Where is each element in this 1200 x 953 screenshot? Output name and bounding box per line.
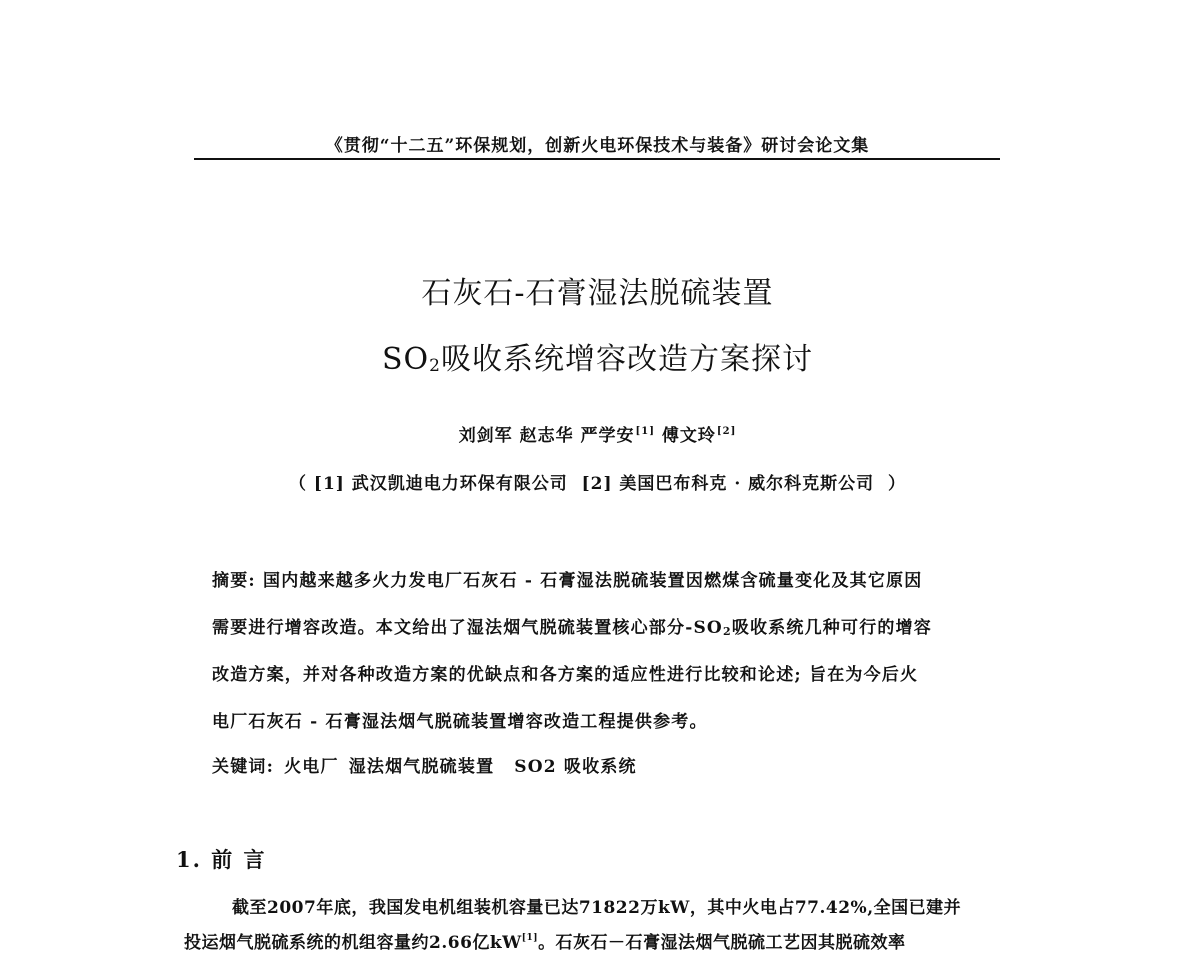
keyword-item: SO2 吸收系统 — [514, 757, 637, 777]
abstract-line-2 — [212, 613, 1002, 638]
paper-title-line-2 — [195, 334, 1000, 378]
abstract-line-1: 摘要: 国内越来越多火力发电厂石灰石 - 石膏湿法脱硫装置因燃煤含硫量变化及其它原因 — [212, 571, 923, 591]
affiliation-mark-1: [1] — [635, 426, 655, 437]
abstract-subscript: 2 — [722, 625, 732, 638]
title-so-prefix: SO — [382, 342, 430, 377]
abstract-line-3: 改造方案，并对各种改造方案的优缺点和各方案的适应性进行比较和论述; 旨在为今后火 — [212, 665, 919, 685]
body-line-2-a: 投运烟气脱硫系统的机组容量约2.66亿kW — [184, 933, 522, 953]
abstract-line-2-a: 需要进行增容改造。本文给出了湿法烟气脱硫装置核心部分-SO — [212, 618, 723, 638]
keywords-line — [212, 752, 1002, 777]
author-names-2: 傅文玲 — [661, 426, 716, 446]
section-heading: 1. 前 言 — [176, 847, 267, 872]
body-line-2 — [184, 928, 906, 953]
running-header: 《贯彻“十二五”环保规划，创新火电环保技术与装备》研讨会论文集 — [325, 136, 870, 156]
title-suffix: 吸收系统增容改造方案探讨 — [440, 342, 813, 377]
author-names-1: 刘剑军 赵志华 严学安 — [458, 426, 635, 446]
body-line-1: 截至2007年底，我国发电机组装机容量已达71822万kW，其中火电占77.42%,全国已建并 — [232, 898, 962, 918]
keyword-item: 湿法烟气脱硫装置 — [348, 757, 495, 777]
affiliation-list: （ [1] 武汉凯迪电力环保有限公司 [2] 美国巴布科克 · 威尔科克斯公司 ） — [288, 474, 906, 494]
header-rule — [194, 158, 1000, 160]
keyword-item: 火电厂 — [284, 757, 339, 777]
affiliation-mark-2: [2] — [716, 426, 737, 437]
abstract-line-4: 电厂石灰石 - 石膏湿法烟气脱硫装置增容改造工程提供参考。 — [212, 712, 708, 732]
title-subscript: 2 — [429, 356, 441, 376]
body-line-2-b: 。石灰石－石膏湿法烟气脱硫工艺因其脱硫效率 — [538, 933, 906, 953]
keywords-label: 关键词: — [212, 757, 275, 777]
abstract-line-2-b: 吸收系统几种可行的增容 — [731, 618, 933, 638]
citation-mark: [1] — [521, 933, 539, 943]
author-list — [195, 421, 1000, 446]
paper-title-line-1: 石灰石-石膏湿法脱硫装置 — [421, 276, 774, 311]
